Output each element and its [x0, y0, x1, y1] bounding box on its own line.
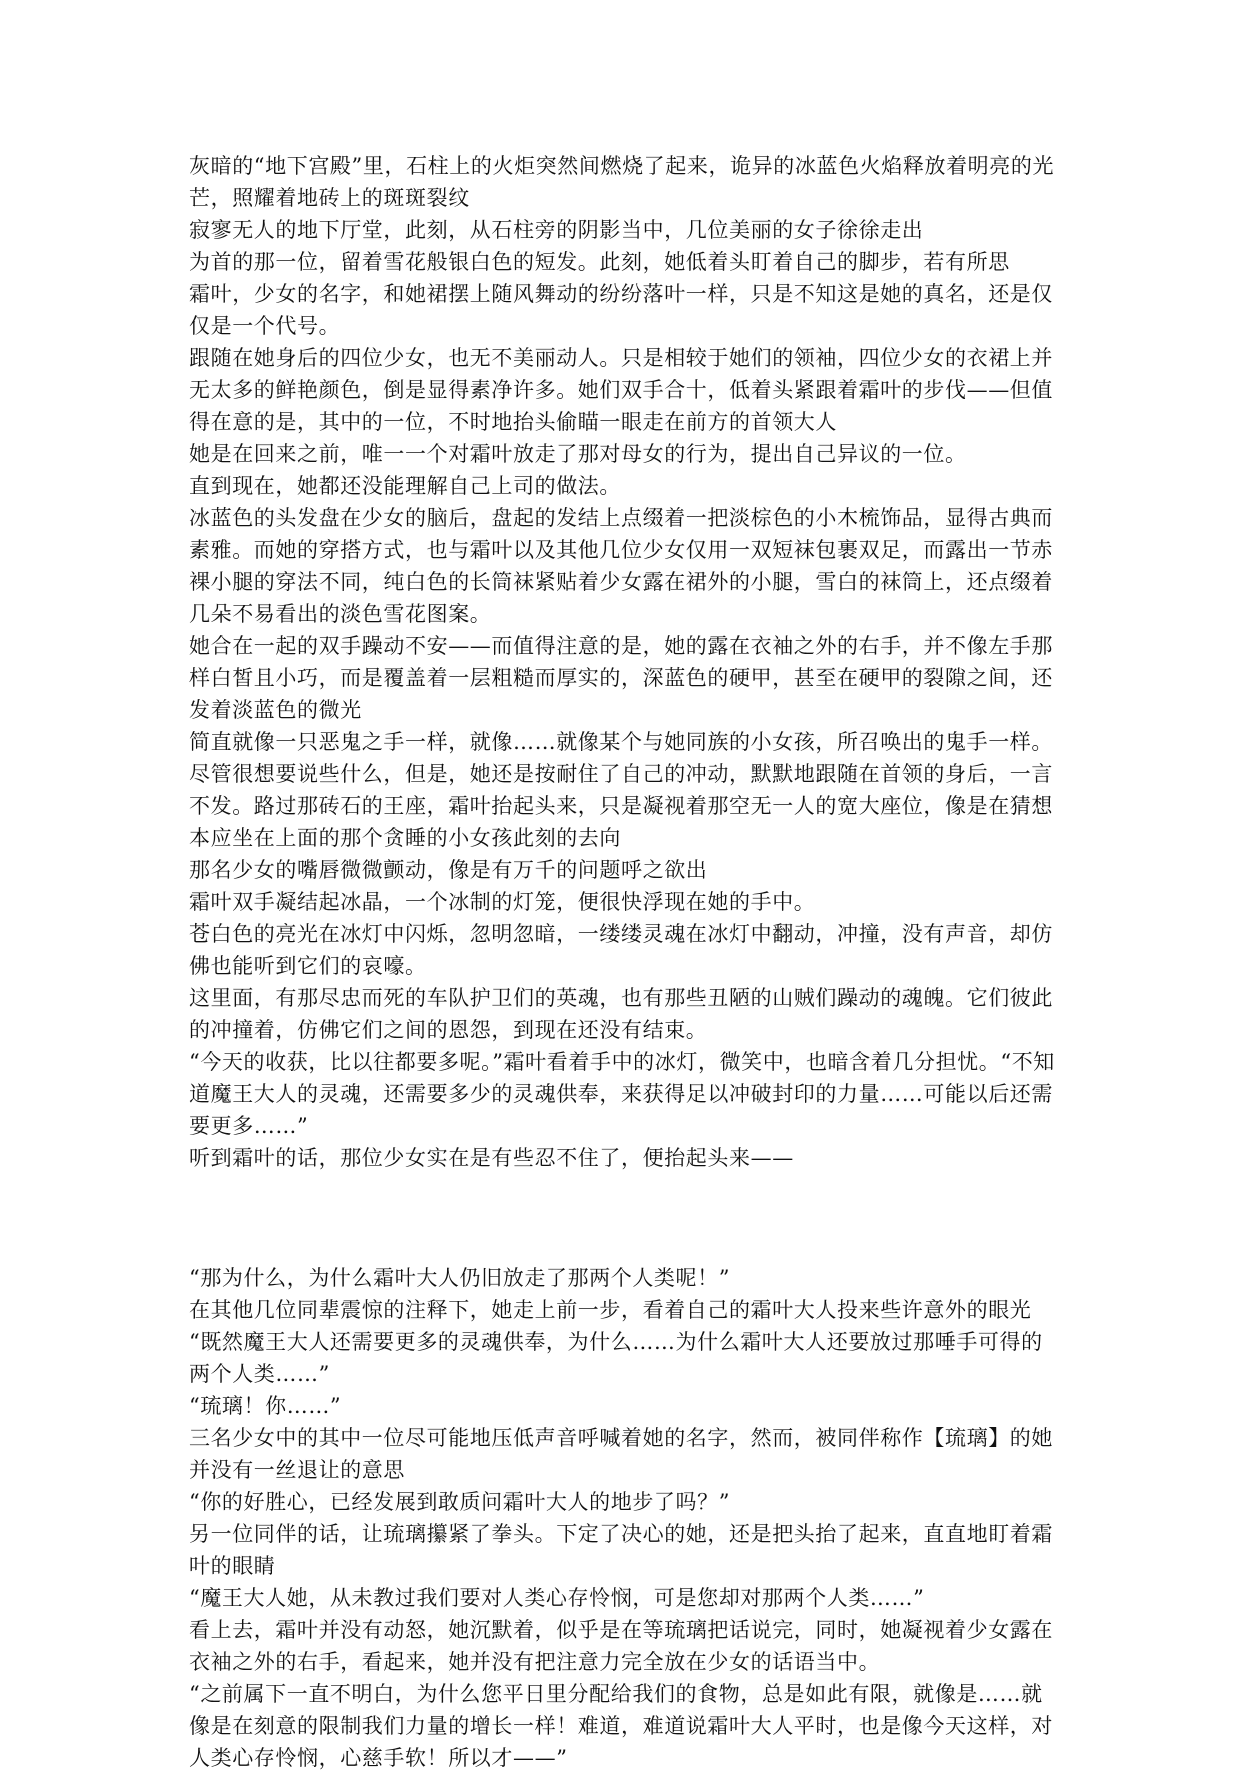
paragraph: 苍白色的亮光在冰灯中闪烁，忽明忽暗，一缕缕灵魂在冰灯中翻动，冲撞，没有声音，却仿佛也能听到它们的哀嚎。	[189, 922, 1053, 978]
paragraph: “魔王大人她，从未教过我们要对人类心存怜悯，可是您却对那两个人类……”	[189, 1586, 925, 1610]
paragraph: “今天的收获，比以往都要多呢。”霜叶看着手中的冰灯，微笑中，也暗含着几分担忧。“不知道魔王大人的灵魂，还需要多少的灵魂供奉，来获得足以冲破封印的力量……可能以后还需要更多……”	[189, 1050, 1055, 1138]
paragraph: 灰暗的“地下宫殿”里，石柱上的火炬突然间燃烧了起来，诡异的冰蓝色火焰释放着明亮的光芒，照耀着地砖上的斑斑裂纹	[189, 154, 1055, 210]
paragraph: “既然魔王大人还需要更多的灵魂供奉，为什么……为什么霜叶大人还要放过那唾手可得的两个人类……”	[189, 1330, 1043, 1386]
paragraph: 她是在回来之前，唯一一个对霜叶放走了那对母女的行为，提出自己异议的一位。	[189, 442, 967, 466]
paragraph: 在其他几位同辈震惊的注释下，她走上前一步，看着自己的霜叶大人投来些许意外的眼光	[189, 1298, 1032, 1322]
paragraph: 跟随在她身后的四位少女，也无不美丽动人。只是相较于她们的领袖，四位少女的衣裙上并无太多的鲜艳颜色，倒是显得素净许多。她们双手合十，低着头紧跟着霜叶的步伐——但值得在意的是，其中的一位，不时地抬头偷瞄一眼走在前方的首领大人	[189, 346, 1053, 434]
paragraph: 霜叶双手凝结起冰晶，一个冰制的灯笼，便很快浮现在她的手中。	[189, 890, 816, 914]
paragraph: “你的好胜心，已经发展到敢质问霜叶大人的地步了吗？”	[189, 1490, 731, 1514]
paragraph: 另一位同伴的话，让琉璃攥紧了拳头。下定了决心的她，还是把头抬了起来，直直地盯着霜叶的眼睛	[189, 1522, 1053, 1578]
paragraph: “之前属下一直不明白，为什么您平日里分配给我们的食物，总是如此有限，就像是……就像是在刻意的限制我们力量的增长一样！难道，难道说霜叶大人平时，也是像今天这样，对人类心存怜悯，心慈手软！所以才——”	[189, 1682, 1053, 1770]
paragraph: 那名少女的嘴唇微微颤动，像是有万千的问题呼之欲出	[189, 858, 708, 882]
paragraph: 看上去，霜叶并没有动怒，她沉默着，似乎是在等琉璃把话说完，同时，她凝视着少女露在衣袖之外的右手，看起来，她并没有把注意力完全放在少女的话语当中。	[189, 1618, 1053, 1674]
paragraph: 寂寥无人的地下厅堂，此刻，从石柱旁的阴影当中，几位美丽的女子徐徐走出	[189, 218, 924, 242]
paragraph: “那为什么，为什么霜叶大人仍旧放走了那两个人类呢！”	[189, 1266, 731, 1290]
paragraph: “琉璃！你……”	[189, 1394, 342, 1418]
paragraph: 为首的那一位，留着雪花般银白色的短发。此刻，她低着头盯着自己的脚步，若有所思	[189, 250, 1010, 274]
paragraph: 冰蓝色的头发盘在少女的脑后，盘起的发结上点缀着一把淡棕色的小木梳饰品，显得古典而素雅。而她的穿搭方式，也与霜叶以及其他几位少女仅用一双短袜包裹双足，而露出一节赤裸小腿的穿法不同，纯白色的长筒袜紧贴着少女露在裙外的小腿，雪白的袜筒上，还点缀着几朵不易看出的淡色雪花图案。	[189, 506, 1053, 626]
paragraph: 霜叶，少女的名字，和她裙摆上随风舞动的纷纷落叶一样，只是不知这是她的真名，还是仅仅是一个代号。	[189, 282, 1053, 338]
paragraph: 这里面，有那尽忠而死的车队护卫们的英魂，也有那些丑陋的山贼们躁动的魂魄。它们彼此的冲撞着，仿佛它们之间的恩怨，到现在还没有结束。	[189, 986, 1053, 1042]
paragraph: 尽管很想要说些什么，但是，她还是按耐住了自己的冲动，默默地跟随在首领的身后，一言不发。路过那砖石的王座，霜叶抬起头来，只是凝视着那空无一人的宽大座位，像是在猜想本应坐在上面的那个贪睡的小女孩此刻的去向	[189, 762, 1053, 850]
paragraph: 她合在一起的双手躁动不安——而值得注意的是，她的露在衣袖之外的右手，并不像左手那样白皙且小巧，而是覆盖着一层粗糙而厚实的，深蓝色的硬甲，甚至在硬甲的裂隙之间，还发着淡蓝色的微光	[189, 634, 1053, 722]
paragraph: 简直就像一只恶鬼之手一样，就像……就像某个与她同族的小女孩，所召唤出的鬼手一样。	[189, 730, 1053, 754]
paragraph: 听到霜叶的话，那位少女实在是有些忍不住了，便抬起头来——	[189, 1146, 794, 1170]
paragraph: 三名少女中的其中一位尽可能地压低声音呼喊着她的名字，然而，被同伴称作【琉璃】的她并没有一丝退让的意思	[189, 1426, 1053, 1482]
paragraph: 直到现在，她都还没能理解自己上司的做法。	[189, 474, 621, 498]
